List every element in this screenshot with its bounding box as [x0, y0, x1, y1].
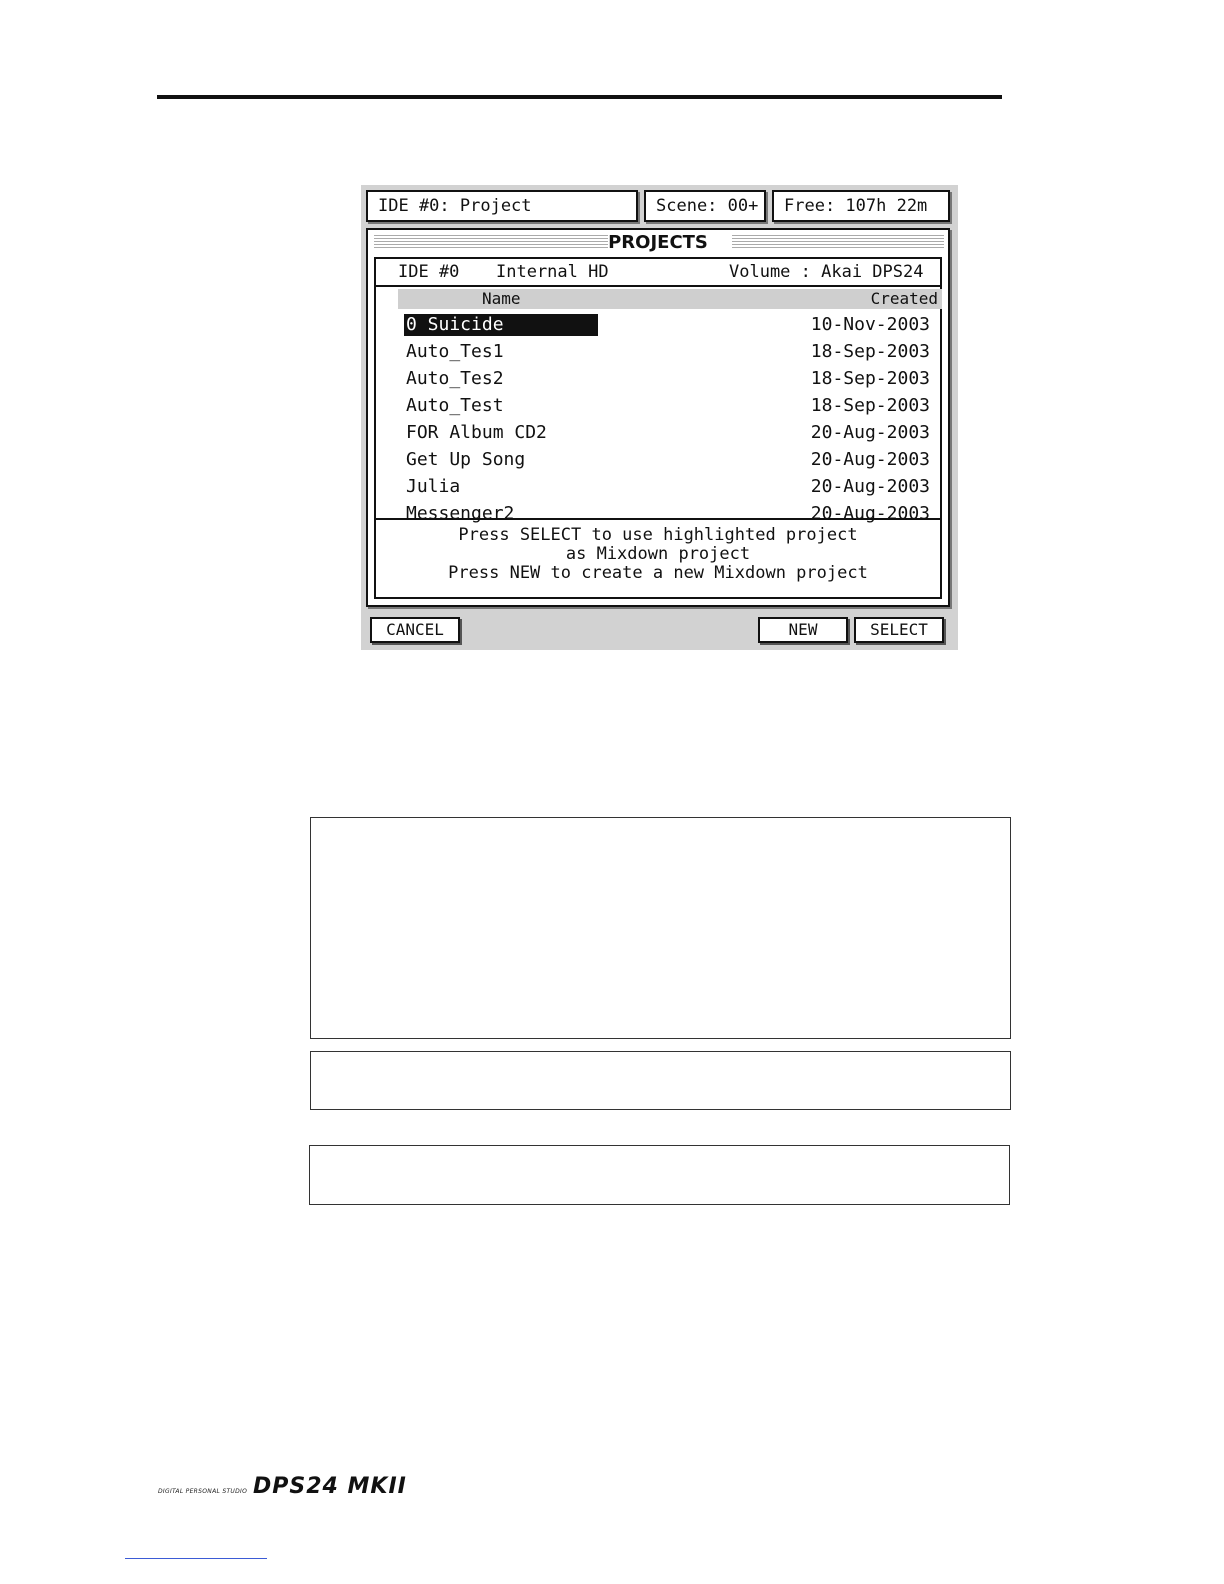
- volume-name: Volume : Akai DPS24: [729, 262, 924, 282]
- blank-box-middle: [310, 1051, 1011, 1110]
- volume-info-row: [376, 259, 940, 287]
- new-button[interactable]: NEW: [758, 617, 848, 643]
- project-created-date: 20-Aug-2003: [810, 449, 930, 470]
- project-name: 0 Suicide: [404, 314, 598, 336]
- drive-id: IDE #0: [398, 262, 460, 282]
- top-rule: [157, 95, 1002, 99]
- project-created-date: 20-Aug-2003: [810, 503, 930, 524]
- footer-tagline: DIGITAL PERSONAL STUDIO: [158, 1488, 248, 1495]
- project-created-date: 20-Aug-2003: [810, 422, 930, 443]
- drive-name: Internal HD: [496, 262, 609, 282]
- drive-status: IDE #0: Project: [366, 190, 638, 222]
- project-name: Auto_Tes2: [406, 368, 504, 389]
- free-space-status: Free: 107h 22m: [772, 190, 950, 222]
- project-row[interactable]: [376, 339, 940, 365]
- column-header: [398, 289, 942, 309]
- project-name: FOR Album CD2: [406, 422, 547, 443]
- project-row[interactable]: [376, 312, 940, 338]
- projects-panel: [366, 228, 950, 607]
- bottom-link-underline: [125, 1558, 267, 1559]
- project-name: Get Up Song: [406, 449, 526, 470]
- lcd-screen: [361, 185, 958, 650]
- project-created-date: 10-Nov-2003: [810, 314, 930, 335]
- select-button[interactable]: SELECT: [854, 617, 944, 643]
- scene-status: Scene: 00+: [644, 190, 766, 222]
- column-created-header[interactable]: Created: [870, 289, 938, 308]
- project-name: Julia: [406, 476, 461, 497]
- project-name: Auto_Test: [406, 395, 504, 416]
- project-created-date: 20-Aug-2003: [810, 476, 930, 497]
- project-row[interactable]: [376, 474, 940, 500]
- project-name: Auto_Tes1: [406, 341, 504, 362]
- blank-box-bottom: [309, 1145, 1010, 1205]
- project-row[interactable]: [376, 366, 940, 392]
- blank-box-large: [310, 817, 1011, 1039]
- project-row[interactable]: [376, 447, 940, 473]
- column-name-header[interactable]: Name: [482, 289, 521, 308]
- help-line-2: as Mixdown project: [565, 544, 751, 564]
- project-row[interactable]: [376, 393, 940, 419]
- projects-browser: [374, 257, 942, 599]
- footer-model-logo: DPS24 MKII: [253, 1474, 407, 1499]
- panel-title: PROJECTS: [608, 232, 708, 253]
- help-message: [376, 518, 940, 597]
- help-line-1: Press SELECT to use highlighted project: [458, 525, 858, 545]
- panel-title-bar: [368, 230, 948, 256]
- project-created-date: 18-Sep-2003: [810, 368, 930, 389]
- project-created-date: 18-Sep-2003: [810, 395, 930, 416]
- cancel-button[interactable]: CANCEL: [370, 617, 460, 643]
- help-line-3: Press NEW to create a new Mixdown project: [448, 563, 868, 583]
- project-row[interactable]: [376, 420, 940, 446]
- project-name: Messenger2: [406, 503, 515, 524]
- project-created-date: 18-Sep-2003: [810, 341, 930, 362]
